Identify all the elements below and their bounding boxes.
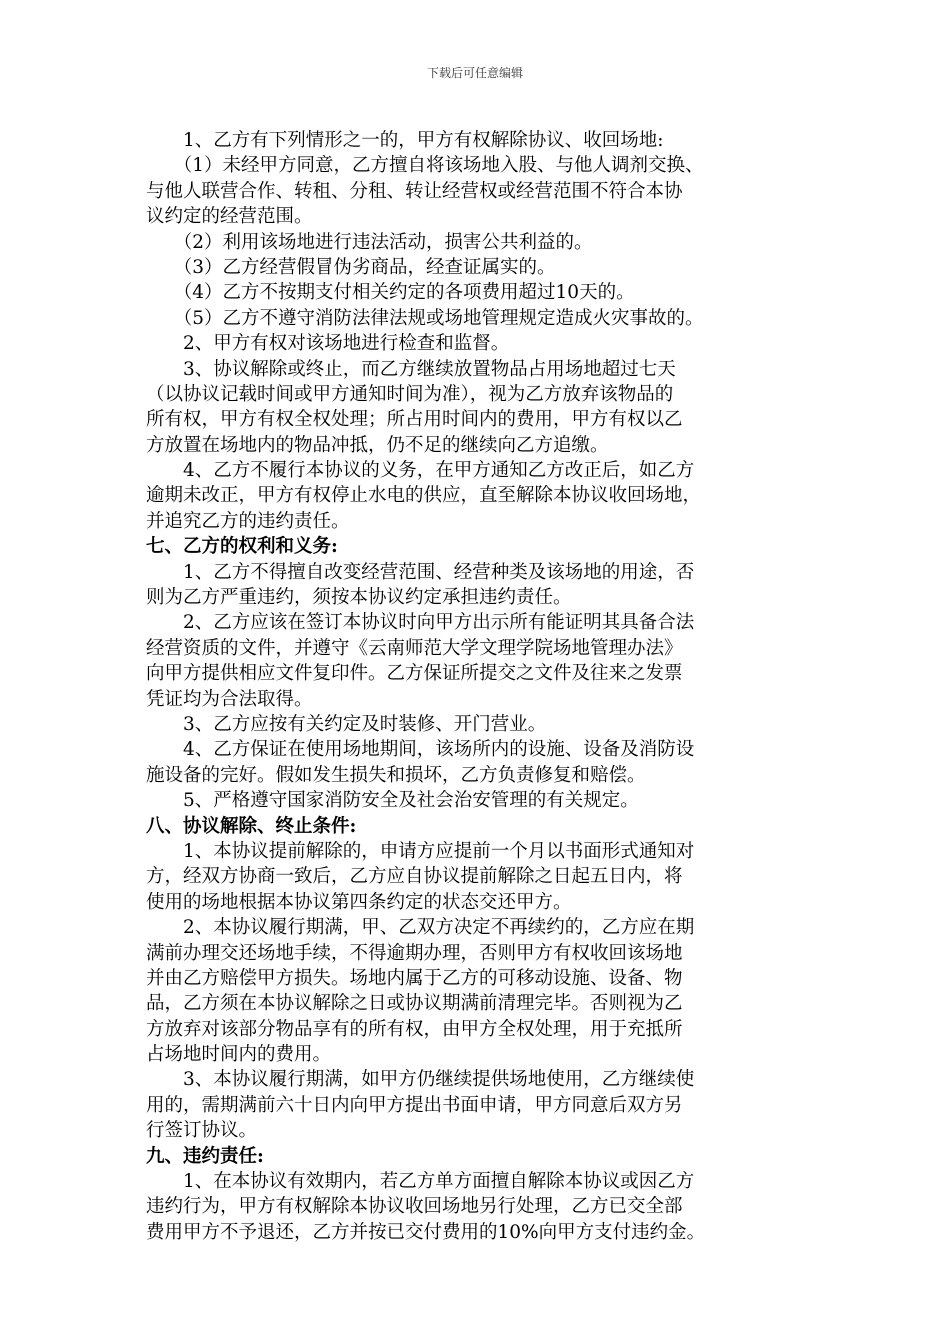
text-line: （4）乙方不按期支付相关约定的各项费用超过10天的。	[146, 282, 635, 304]
text-line: （1）未经甲方同意，乙方擅自将该场地入股、与他人调剂交换、	[146, 155, 704, 177]
text-line: 2、本协议履行期满，甲、乙双方决定不再续约的，乙方应在期	[146, 917, 695, 939]
text-line: 施设备的完好。假如发生损失和损坏，乙方负责修复和赔偿。	[146, 764, 646, 786]
agreement-body	[146, 128, 816, 1245]
section-heading: 八、协议解除、终止条件:	[146, 815, 357, 837]
text-line: 行签订协议。	[146, 1120, 258, 1142]
text-line: 方，经双方协商一致后，乙方应自协议提前解除之日起五日内，将	[146, 866, 683, 888]
text-line: 所有权，甲方有权全权处理；所占用时间内的费用，甲方有权以乙	[146, 409, 683, 431]
text-line: 使用的场地根据本协议第四条约定的状态交还甲方。	[146, 891, 572, 913]
text-line: （3）乙方经营假冒伪劣商品，经查证属实的。	[146, 256, 556, 278]
text-line: （以协议记载时间或甲方通知时间为准），视为乙方放弃该物品的	[146, 383, 674, 405]
text-line: （2）利用该场地进行违法活动，损害公共利益的。	[146, 231, 593, 253]
text-line: 占场地时间内的费用。	[146, 1044, 332, 1066]
text-line: 3、本协议履行期满，如甲方仍继续提供场地使用，乙方继续使	[146, 1069, 695, 1091]
text-line: 2、甲方有权对该场地进行检查和监督。	[146, 333, 510, 355]
text-line: 议约定的经营范围。	[146, 206, 313, 228]
text-line: 用的，需期满前六十日内向甲方提出书面申请，甲方同意后双方另	[146, 1094, 683, 1116]
text-line: 经营资质的文件，并遵守《云南师范大学文理学院场地管理办法》	[146, 637, 683, 659]
text-line: 4、乙方不履行本协议的义务，在甲方通知乙方改正后，如乙方	[146, 460, 695, 482]
text-line: 违约行为，甲方有权解除本协议收回场地另行处理，乙方已交全部	[146, 1196, 683, 1218]
text-line: 则为乙方严重违约，须按本协议约定承担违约责任。	[146, 587, 572, 609]
text-line: 费用甲方不予退还，乙方并按已交付费用的10%向甲方支付违约金。	[146, 1221, 706, 1243]
text-line: 并追究乙方的违约责任。	[146, 510, 350, 532]
text-line: 3、乙方应按有关约定及时装修、开门营业。	[146, 713, 547, 735]
text-line: 与他人联营合作、转租、分租、转让经营权或经营范围不符合本协	[146, 180, 683, 202]
text-line: 凭证均为合法取得。	[146, 688, 313, 710]
text-line: 1、在本协议有效期内，若乙方单方面擅自解除本协议或因乙方	[146, 1171, 695, 1193]
text-line: 逾期未改正，甲方有权停止水电的供应，直至解除本协议收回场地，	[146, 485, 702, 507]
text-line: 向甲方提供相应文件复印件。乙方保证所提交之文件及往来之发票	[146, 663, 683, 685]
text-line: 3、协议解除或终止，而乙方继续放置物品占用场地超过七天	[146, 358, 676, 380]
text-line: 1、乙方有下列情形之一的，甲方有权解除协议、收回场地:	[146, 130, 664, 151]
text-line: （5）乙方不遵守消防法律法规或场地管理规定造成火灾事故的。	[146, 307, 704, 329]
text-line: 5、严格遵守国家消防安全及社会治安管理的有关规定。	[146, 790, 639, 812]
text-line: 2、乙方应该在签订本协议时向甲方出示所有能证明其具备合法	[146, 612, 695, 634]
text-line: 满前办理交还场地手续，不得逾期办理，否则甲方有权收回该场地	[146, 942, 683, 964]
text-line: 1、乙方不得擅自改变经营范围、经营种类及该场地的用途，否	[146, 561, 695, 583]
text-line: 4、乙方保证在使用场地期间，该场所内的设施、设备及消防设	[146, 739, 695, 761]
page-header-note: 下载后可任意编辑	[426, 66, 523, 80]
section-heading: 七、乙方的权利和义务:	[146, 536, 338, 558]
text-line: 并由乙方赔偿甲方损失。场地内属于乙方的可移动设施、设备、物	[146, 967, 683, 989]
text-line: 1、本协议提前解除的，申请方应提前一个月以书面形式通知对	[146, 840, 695, 862]
text-line: 品，乙方须在本协议解除之日或协议期满前清理完毕。否则视为乙	[146, 993, 683, 1015]
text-line: 方放置在场地内的物品冲抵，仍不足的继续向乙方追缴。	[146, 434, 609, 456]
section-heading: 九、违约责任:	[146, 1145, 264, 1167]
text-line: 方放弃对该部分物品享有的所有权，由甲方全权处理，用于充抵所	[146, 1018, 683, 1040]
